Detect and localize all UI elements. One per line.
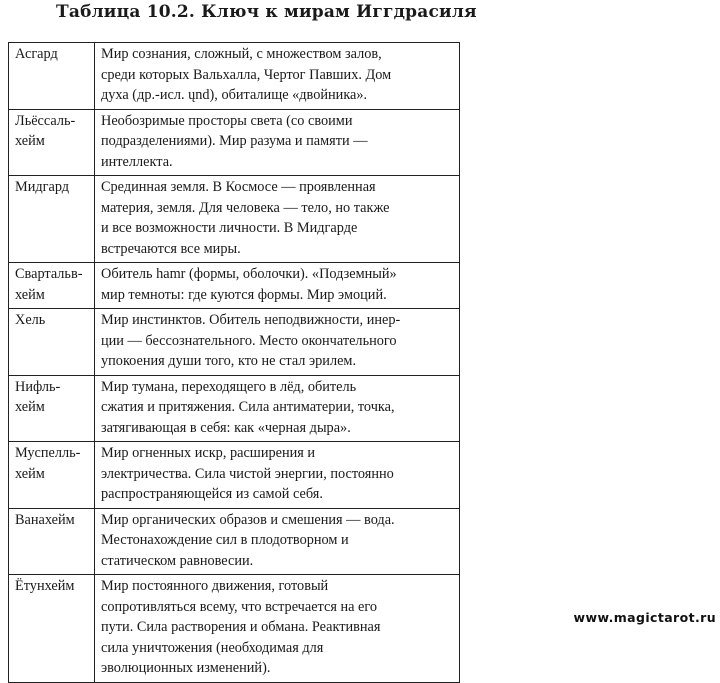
text-line: Нифль- bbox=[15, 378, 61, 395]
text-line: интеллекта. bbox=[101, 153, 173, 170]
text-line: Ётунхейм bbox=[15, 578, 75, 594]
text-line: мир темноты: где куются формы. Мир эмоций. bbox=[101, 286, 387, 303]
text-line: Асгард bbox=[15, 46, 58, 62]
text-line: хейм bbox=[15, 133, 45, 149]
text-line: хейм bbox=[15, 286, 45, 303]
text-line: статическом равновесии. bbox=[101, 552, 254, 569]
text-line: Срединная земля. В Космосе — проявленная bbox=[101, 179, 376, 195]
text-line: Мир сознания, сложный, с множеством залов, bbox=[101, 46, 382, 62]
world-description-cell bbox=[95, 43, 460, 110]
site-watermark: www.magictarot.ru bbox=[573, 610, 716, 625]
table-row bbox=[9, 375, 460, 442]
world-description-cell bbox=[95, 109, 460, 176]
text-line: Льёссаль- bbox=[15, 112, 76, 129]
text-line: ции — бессознательного. Место окончательного bbox=[101, 332, 397, 349]
text-line: материя, земля. Для человека — тело, но также bbox=[101, 199, 390, 216]
text-line: и все возможности личности. В Мидгарде bbox=[101, 220, 358, 236]
world-name-cell bbox=[9, 263, 95, 309]
text-line: встречаются все миры. bbox=[101, 240, 241, 257]
table-title: Таблица 10.2. Ключ к мирам Иггдрасиля bbox=[56, 2, 477, 22]
text-line: Муспелль- bbox=[15, 445, 81, 461]
table-row bbox=[9, 43, 460, 110]
text-line: подразделениями). Мир разума и памяти — bbox=[101, 133, 368, 149]
worlds-key-table bbox=[8, 42, 460, 683]
world-name-cell bbox=[9, 109, 95, 176]
world-name-cell bbox=[9, 309, 95, 376]
world-description-cell bbox=[95, 508, 460, 575]
text-line: затягивающая в себя: как «черная дыра». bbox=[101, 419, 351, 436]
text-line: сжатия и притяжения. Сила антиматерии, точка, bbox=[101, 399, 395, 415]
world-name-cell bbox=[9, 575, 95, 683]
text-line: Мир постоянного движения, готовый bbox=[101, 578, 329, 594]
world-name-cell bbox=[9, 508, 95, 575]
table-row bbox=[9, 176, 460, 263]
table-body bbox=[9, 43, 460, 683]
text-line: упокоения души того, кто не стал эрилем. bbox=[101, 353, 357, 369]
text-line: Необозримые просторы света (со своими bbox=[101, 112, 353, 129]
table-row bbox=[9, 442, 460, 509]
table-row bbox=[9, 263, 460, 309]
text-line: распространяющейся из самой себя. bbox=[101, 486, 323, 502]
table-row bbox=[9, 109, 460, 176]
table-row bbox=[9, 309, 460, 376]
world-description-cell bbox=[95, 263, 460, 309]
world-name-cell bbox=[9, 375, 95, 442]
text-line: Обитель hamr (формы, оболочки). «Подземный» bbox=[101, 266, 397, 282]
world-description-cell bbox=[95, 442, 460, 509]
text-line: хейм bbox=[15, 399, 45, 415]
text-line: Ванахейм bbox=[15, 511, 75, 528]
text-line: Мир огненных искр, расширения и bbox=[101, 445, 316, 461]
world-description-cell bbox=[95, 375, 460, 442]
text-line: Мир тумана, переходящего в лёд, обитель bbox=[101, 378, 357, 395]
text-line: среди которых Вальхалла, Чертог Павших. Дом bbox=[101, 66, 392, 83]
text-line: Хель bbox=[15, 312, 46, 328]
text-line: Мир органических образов и смешения — вода. bbox=[101, 511, 395, 528]
text-line: хейм bbox=[15, 465, 45, 482]
world-description-cell bbox=[95, 176, 460, 263]
text-line: сопротивляться всему, что встречается на его bbox=[101, 598, 378, 615]
world-name-cell bbox=[9, 442, 95, 509]
text-line: сила уничтожения (необходимая для bbox=[101, 639, 324, 656]
text-line: Свартальв- bbox=[15, 266, 83, 282]
text-line: Мидгард bbox=[15, 179, 70, 195]
world-name-cell bbox=[9, 176, 95, 263]
text-line: эволюционных изменений). bbox=[101, 660, 271, 676]
world-description-cell bbox=[95, 575, 460, 683]
text-line: Местонахождение сил в плодотворном и bbox=[101, 532, 349, 548]
world-description-cell bbox=[95, 309, 460, 376]
text-line: пути. Сила растворения и обмана. Реактивная bbox=[101, 619, 381, 635]
text-line: электричества. Сила чистой энергии, постоянно bbox=[101, 465, 394, 482]
table-row bbox=[9, 575, 460, 683]
text-line: духа (др.-исл. ųnd), обиталище «двойника». bbox=[101, 87, 368, 103]
table-row bbox=[9, 508, 460, 575]
text-line: Мир инстинктов. Обитель неподвижности, инер- bbox=[101, 312, 401, 328]
world-name-cell bbox=[9, 43, 95, 110]
